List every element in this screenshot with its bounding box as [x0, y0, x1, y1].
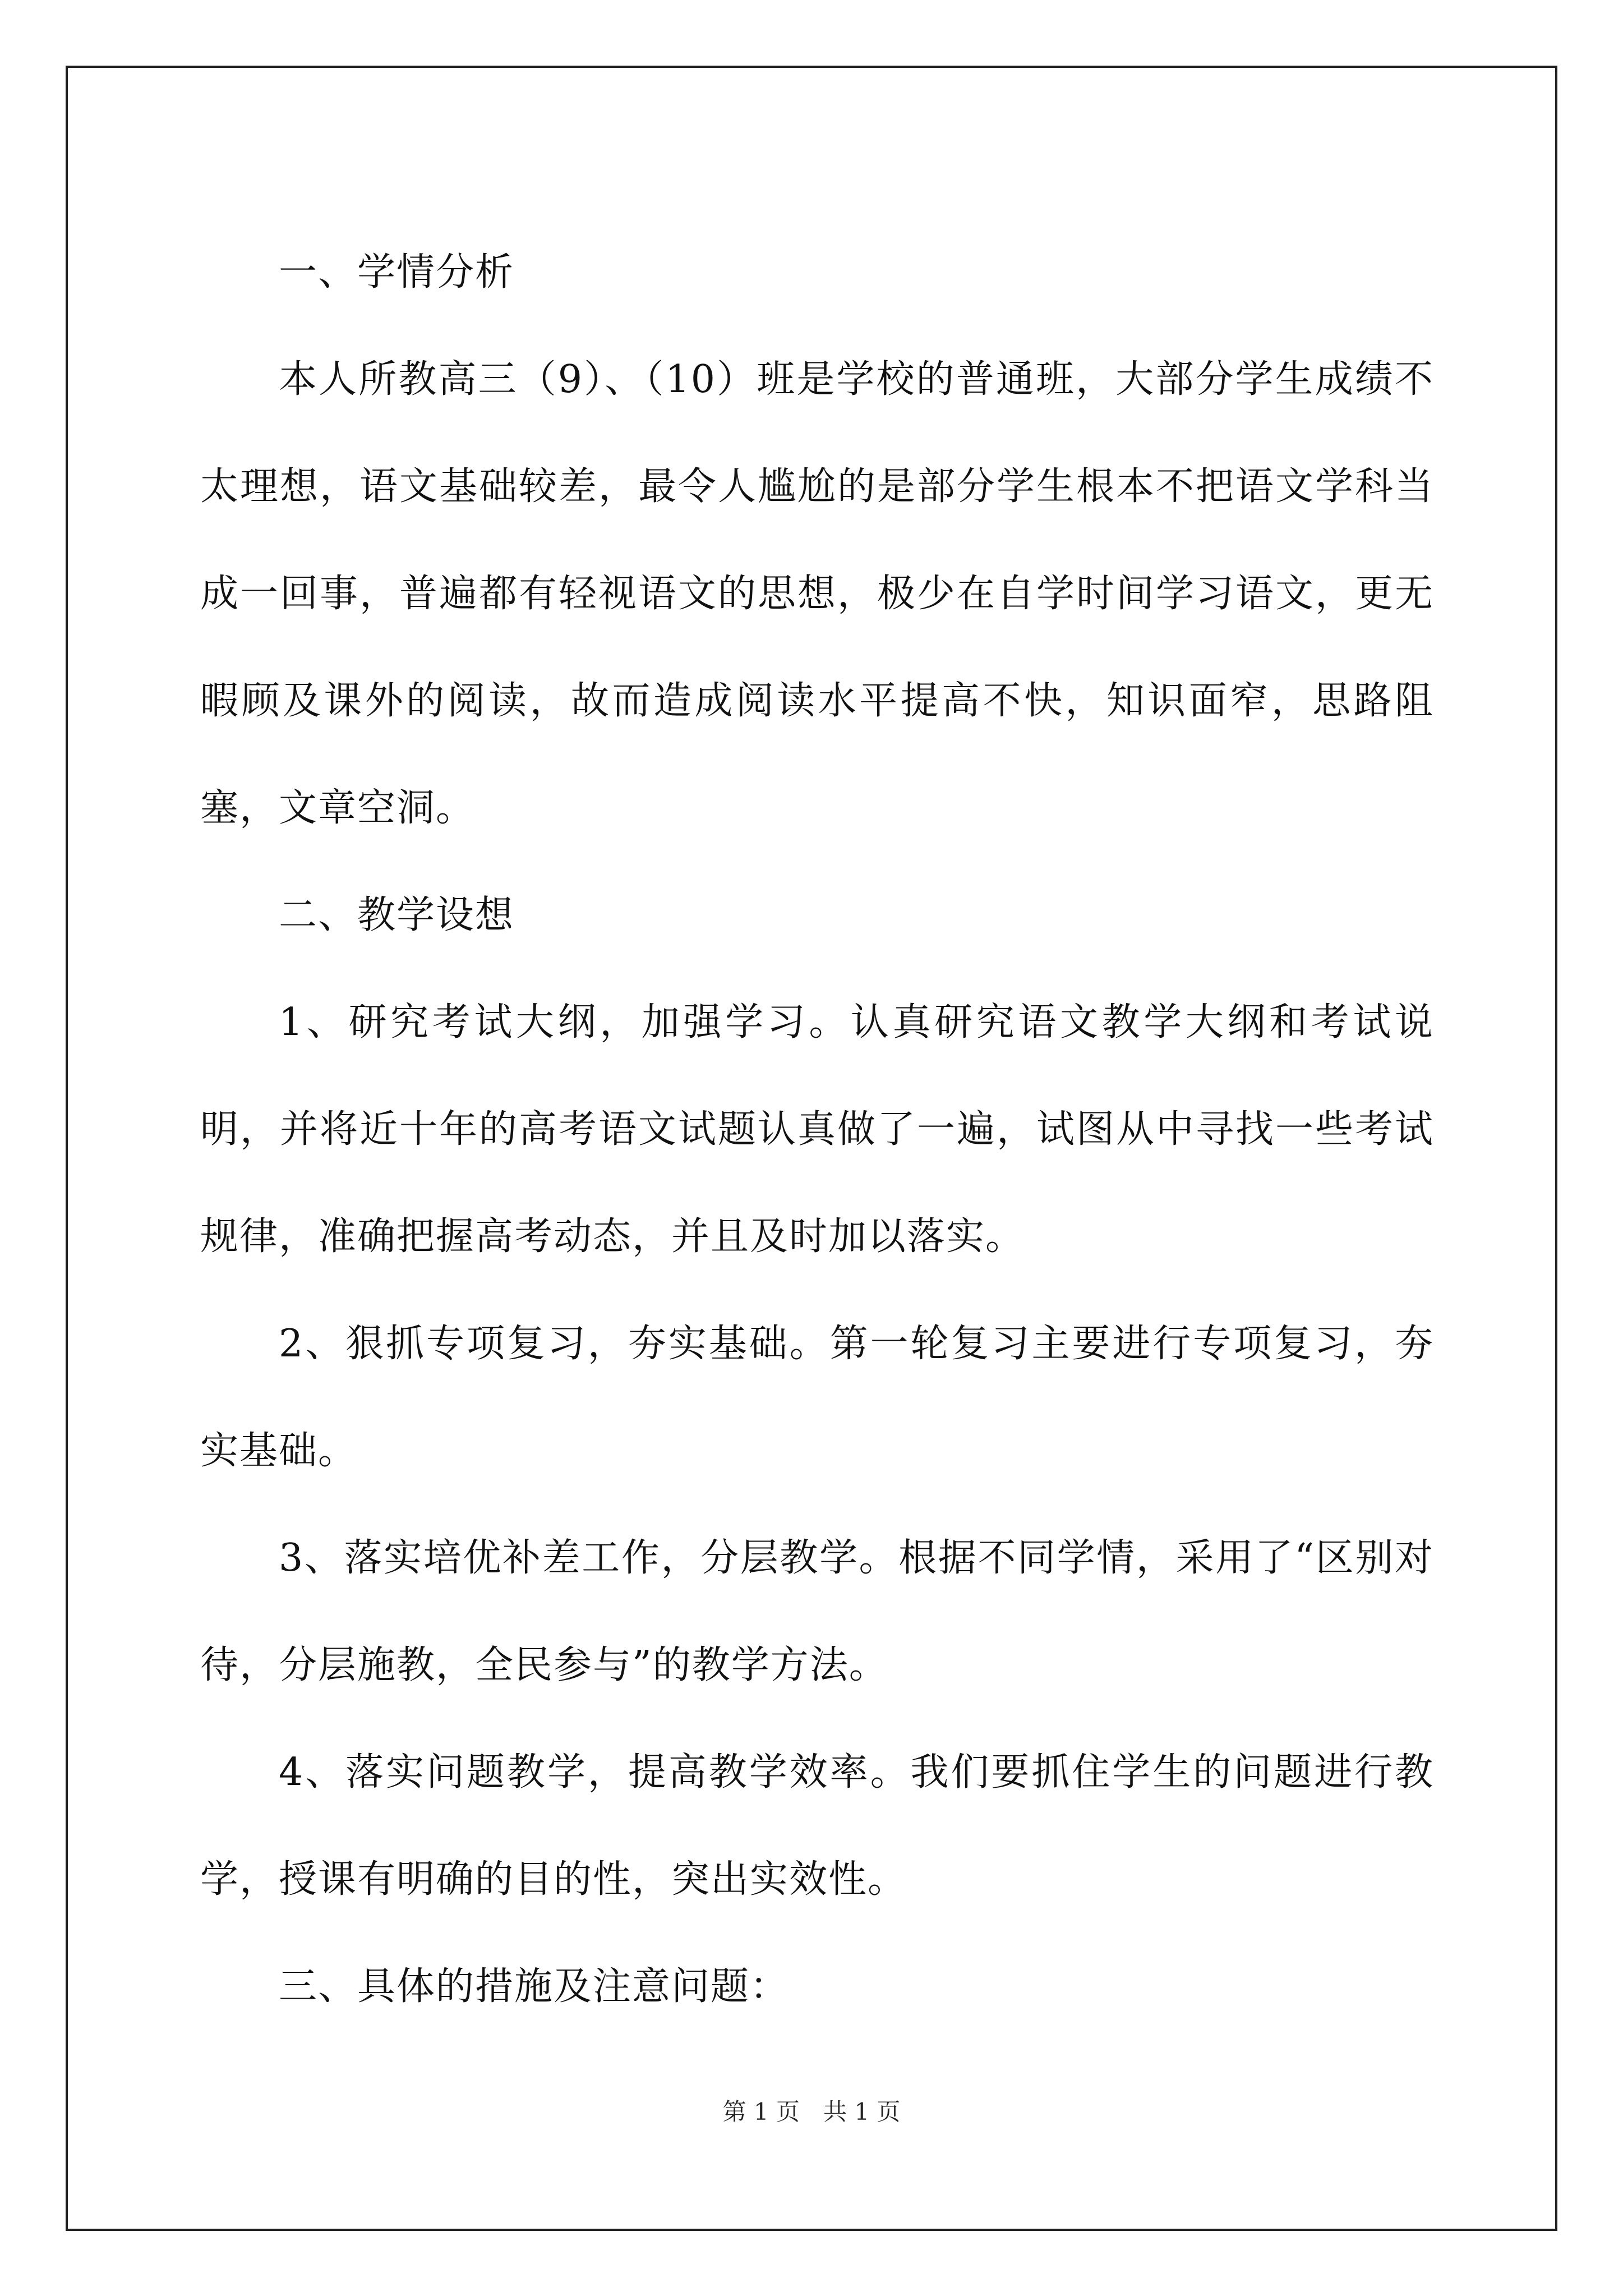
section-heading-plan: 二、教学设想 [279, 893, 515, 937]
paragraph-plan-item-1: 1、研究考试大纲，加强学习。认真研究语文教学大纲和考试说明，并将近十年的高考语文试题认真做了一遍，试图从中寻找一些考试规律，准确把握高考动态，并且及时加以落实。 [200, 1000, 1434, 1259]
paragraph-analysis: 本人所教高三（9）、（10）班是学校的普通班，大部分学生成绩不太理想，语文基础较差，最令人尴尬的是部分学生根本不把语文学科当成一回事，普遍都有轻视语文的思想，极少在自学时间学习语文，更无暇顾及课外的阅读，故而造成阅读水平提高不快，知识面窄，思路阻塞，文章空洞。 [200, 357, 1434, 830]
document-body [200, 219, 1434, 2040]
section-heading-measures: 三、具体的措施及注意问题： [279, 1964, 790, 2009]
section-heading-analysis: 一、学情分析 [279, 250, 515, 295]
page-footer: 第 1 页 共 1 页 [722, 2098, 901, 2125]
paragraph-plan-item-4: 4、落实问题教学，提高教学效率。我们要抓住学生的问题进行教学，授课有明确的目的性，突出实效性。 [200, 1750, 1434, 1902]
paragraph-plan-item-3: 3、落实培优补差工作，分层教学。根据不同学情，采用了“区别对待，分层施教，全民参与”的教学方法。 [200, 1536, 1434, 1687]
paragraph-plan-item-2: 2、狠抓专项复习，夯实基础。第一轮复习主要进行专项复习，夯实基础。 [200, 1322, 1434, 1473]
